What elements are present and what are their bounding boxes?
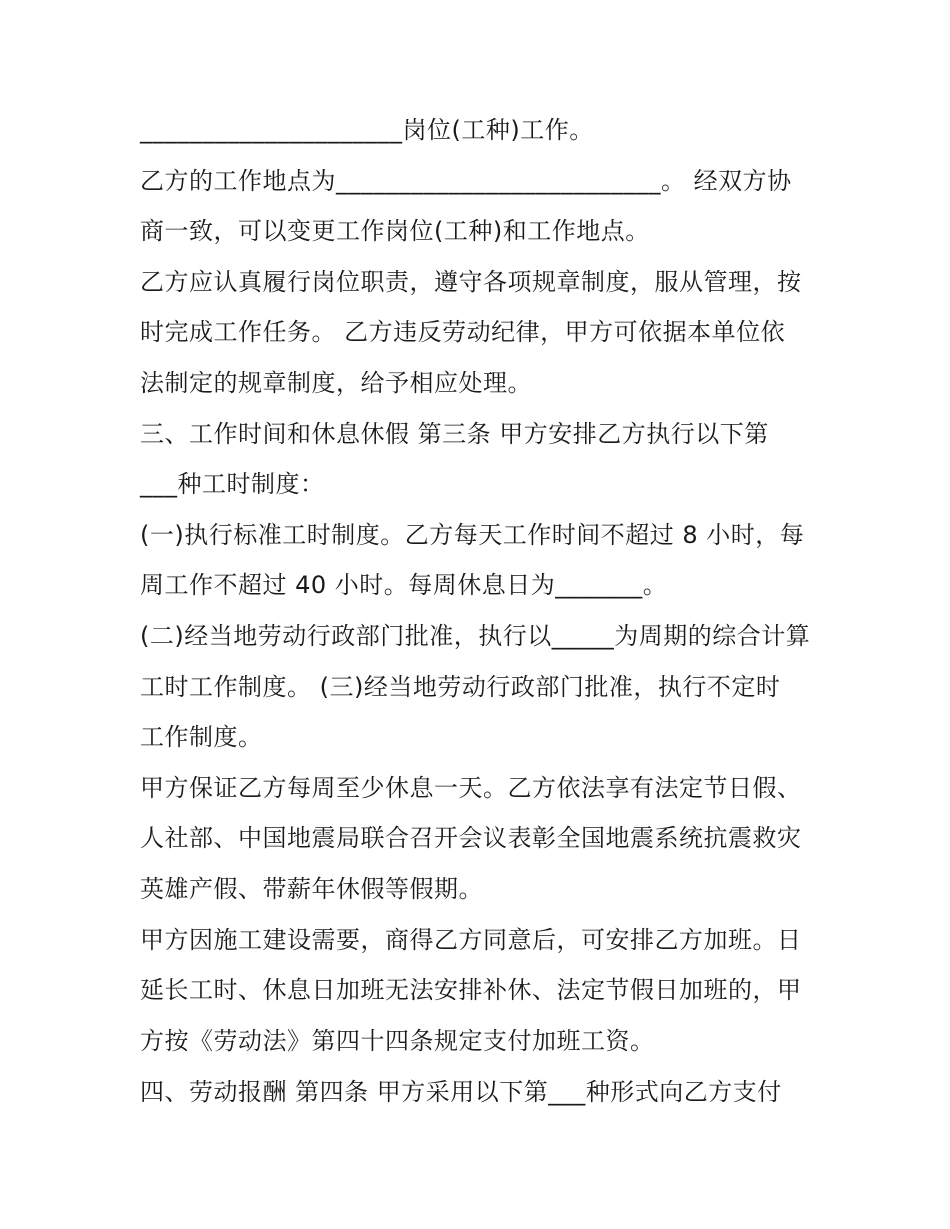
text-line: 工时工作制度。 (三)经当地劳动行政部门批准，执行不定时	[140, 673, 781, 701]
text-line: 工作制度。	[140, 723, 263, 751]
text-line: 甲方保证乙方每周至少休息一天。乙方依法享有法定节日假、	[140, 774, 802, 802]
text-line: 三、工作时间和休息休假 第三条 甲方安排乙方执行以下第	[140, 420, 769, 448]
text-line: ___种工时制度：	[140, 470, 325, 498]
text-line: 法制定的规章制度，给予相应处理。	[140, 369, 532, 397]
text-line: 乙方的工作地点为__________________________。 经双方协	[140, 167, 792, 195]
text-line: 英雄产假、带薪年休假等假期。	[140, 875, 483, 903]
text-line: 方按《劳动法》第四十四条规定支付加班工资。	[140, 1027, 655, 1055]
text-line: 乙方应认真履行岗位职责，遵守各项规章制度，服从管理，按	[140, 268, 802, 296]
text-line: 商一致，可以变更工作岗位(工种)和工作地点。	[140, 217, 650, 245]
text-line: 时完成工作任务。 乙方违反劳动纪律，甲方可依据本单位依	[140, 318, 786, 346]
text-line: 甲方因施工建设需要，商得乙方同意后，可安排乙方加班。日	[140, 926, 802, 954]
text-line: _____________________岗位(工种)工作。	[140, 116, 594, 144]
text-line: 四、劳动报酬 第四条 甲方采用以下第___种形式向乙方支付	[140, 1078, 782, 1106]
text-line: 延长工时、休息日加班无法安排补休、法定节假日加班的，甲	[140, 976, 802, 1004]
text-line: 人社部、中国地震局联合召开会议表彰全国地震系统抗震救灾	[140, 824, 802, 852]
text-line: 周工作不超过 40 小时。每周休息日为_______。	[140, 571, 668, 599]
text-line: (一)执行标准工时制度。乙方每天工作时间不超过 8 小时，每	[140, 521, 805, 549]
text-line: (二)经当地劳动行政部门批准，执行以_____为周期的综合计算	[140, 622, 811, 650]
